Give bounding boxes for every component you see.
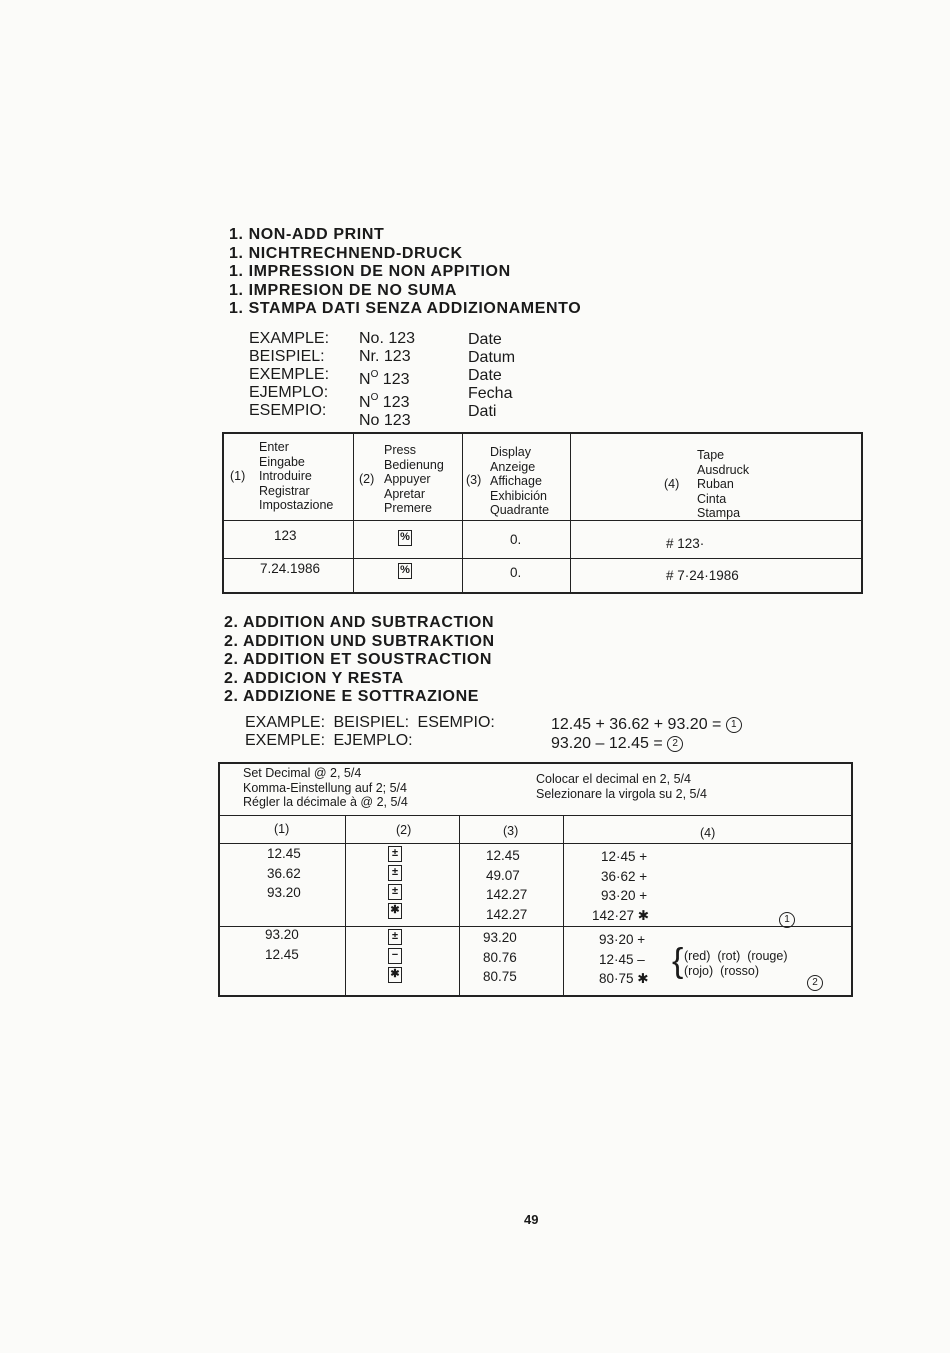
plus-minus-key-icon: ± [388, 846, 402, 862]
plus-minus-key-icon: ± [388, 929, 402, 945]
section2-heading-fr: 2. ADDITION ET SOUSTRACTION [224, 651, 493, 668]
table2-divider [218, 843, 853, 844]
example-word: Date [468, 331, 502, 348]
section2-example-labels-line1: EXAMPLE: BEISPIEL: ESEMPIO: [245, 714, 495, 731]
table1-col2-number: (2) [359, 472, 375, 486]
example-label: EXEMPLE: [249, 366, 330, 383]
section2-heading-es: 2. ADDICION Y RESTA [224, 669, 404, 687]
color-note-line1: (red) (rot) (rouge) [684, 949, 788, 963]
tape-line: 93·20 + [599, 932, 646, 947]
group1-displays [486, 846, 527, 924]
entry: 36.62 [267, 865, 301, 881]
table1-col4-number: (4) [664, 477, 680, 491]
table1-display: 0. [510, 565, 522, 580]
table1-col3-number: (3) [466, 473, 482, 487]
section1-example-labels [249, 330, 329, 420]
display: 80.75 [483, 969, 517, 985]
table2-header: (3) [503, 824, 519, 838]
display: 93.20 [483, 930, 517, 945]
group2-entries [265, 925, 299, 964]
table2-header: (4) [700, 826, 716, 840]
plus-minus-key-icon: ± [388, 865, 402, 881]
table2-divider [218, 815, 853, 816]
table1-col3-header: Display Anzeige Affichage Exhibición Quadrante [490, 445, 550, 517]
table1-col-divider [353, 432, 354, 594]
display: 80.76 [483, 949, 517, 965]
decimal-setting-right: Colocar el decimal en 2, 5/4 Selezionare la virgola su 2, 5/4 [536, 772, 707, 801]
example-number: $N^O$ 123 [359, 369, 410, 388]
table1-col-divider [570, 432, 571, 594]
table1-entry: 7.24.1986 [260, 561, 321, 576]
page-number: 49 [524, 1212, 539, 1227]
example-label: BEISPIEL: [249, 348, 325, 365]
table1-tape: # 7·24·1986 [666, 568, 739, 583]
table2-col-divider [459, 815, 460, 997]
section1-heading-it: 1. STAMPA DATI SENZA ADDIZIONAMENTO [229, 300, 582, 317]
example-number: Nr. 123 [359, 348, 411, 365]
percent-key-icon: % [398, 530, 412, 546]
entry: 12.45 [265, 946, 299, 962]
table1-col1-number: (1) [230, 469, 246, 483]
table2-header: (2) [396, 823, 412, 837]
table1-col2-header: Press Bedienung Appuyer Apretar Premere [384, 443, 444, 515]
group1-tape [592, 847, 649, 925]
example-word: Datum [468, 349, 516, 366]
tape-line: 80·75 ✱ [599, 971, 649, 987]
marker-2-icon: 2 [807, 975, 823, 991]
tape-line: 12·45 + [601, 849, 648, 864]
section1-heading-de: 1. NICHTRECHNEND-DRUCK [229, 244, 463, 262]
example-label: ESEMPIO: [249, 402, 327, 419]
marker-1-icon: 1 [779, 912, 795, 928]
example-number: No 123 [359, 412, 411, 429]
total-key-icon: ✱ [388, 967, 402, 983]
total-key-icon: ✱ [388, 903, 402, 919]
example-word: Date [468, 367, 502, 384]
marker-1-icon: 1 [726, 717, 742, 733]
display: 12.45 [486, 848, 520, 863]
table2-header: (1) [274, 822, 290, 836]
marker-2-icon: 2 [667, 736, 683, 752]
display: 142.27 [486, 906, 528, 922]
brace-icon: { [672, 942, 684, 980]
table1-display: 0. [510, 532, 522, 547]
example-number: No. 123 [359, 330, 416, 347]
table1-entry: 123 [274, 528, 297, 543]
example-label: EXAMPLE: [249, 330, 330, 347]
example-label: EJEMPLO: [249, 384, 329, 401]
formula-subtraction: 93.20 – 12.45 = 2 [551, 735, 683, 753]
section1-heading-es: 1. IMPRESION DE NO SUMA [229, 281, 458, 299]
display: 49.07 [486, 867, 520, 883]
table1-col-divider [462, 432, 463, 594]
percent-key-icon: % [398, 563, 412, 579]
color-note-line2: (rojo) (rosso) [684, 964, 760, 978]
section2-heading-it: 2. ADDIZIONE E SOTTRAZIONE [224, 688, 480, 705]
table2-col-divider [345, 815, 346, 997]
section1-example-numbers [359, 330, 415, 430]
section1-example-words [468, 331, 515, 421]
display: 142.27 [486, 887, 528, 903]
entry: 93.20 [265, 927, 299, 942]
table1-col4-header: Tape Ausdruck Ruban Cinta Stampa [697, 448, 750, 520]
table1-col1-header: Enter Eingabe Introduire Registrar Impostazione [259, 440, 334, 512]
example-word: Dati [468, 403, 497, 420]
decimal-setting-left: Set Decimal @ 2, 5/4 Komma-Einstellung auf 2; 5/4 Régler la décimale à @ 2, 5/4 [243, 766, 408, 809]
group2-tape [599, 930, 649, 989]
example-number: $N^O$ 123 [359, 392, 410, 411]
section2-headings [224, 614, 495, 707]
tape-line: 142·27 ✱ [592, 907, 650, 923]
section1-headings [229, 226, 581, 319]
section2-heading-en: 2. ADDITION AND SUBTRACTION [224, 614, 495, 631]
plus-minus-key-icon: ± [388, 884, 402, 900]
section2-heading-de: 2. ADDITION UND SUBTRAKTION [224, 632, 495, 650]
example-word: Fecha [468, 385, 513, 402]
entry: 93.20 [267, 885, 301, 901]
tape-line: 12·45 – [599, 951, 645, 967]
group1-entries [267, 844, 301, 903]
section1-heading-en: 1. NON-ADD PRINT [229, 226, 385, 243]
minus-key-icon: − [388, 948, 402, 964]
entry: 12.45 [267, 846, 301, 861]
table2-divider [218, 926, 853, 927]
tape-line: 93·20 + [601, 888, 648, 904]
table1-divider [222, 520, 863, 521]
group2-displays [483, 928, 517, 987]
table1-tape: # 123· [666, 536, 705, 551]
tape-line: 36·62 + [601, 868, 648, 884]
section2-example-labels-line2: EXEMPLE: EJEMPLO: [245, 732, 413, 749]
formula-addition: 12.45 + 36.62 + 93.20 = 1 [551, 716, 742, 734]
section1-heading-fr: 1. IMPRESSION DE NON APPITION [229, 263, 511, 280]
table2-col-divider [563, 815, 564, 997]
